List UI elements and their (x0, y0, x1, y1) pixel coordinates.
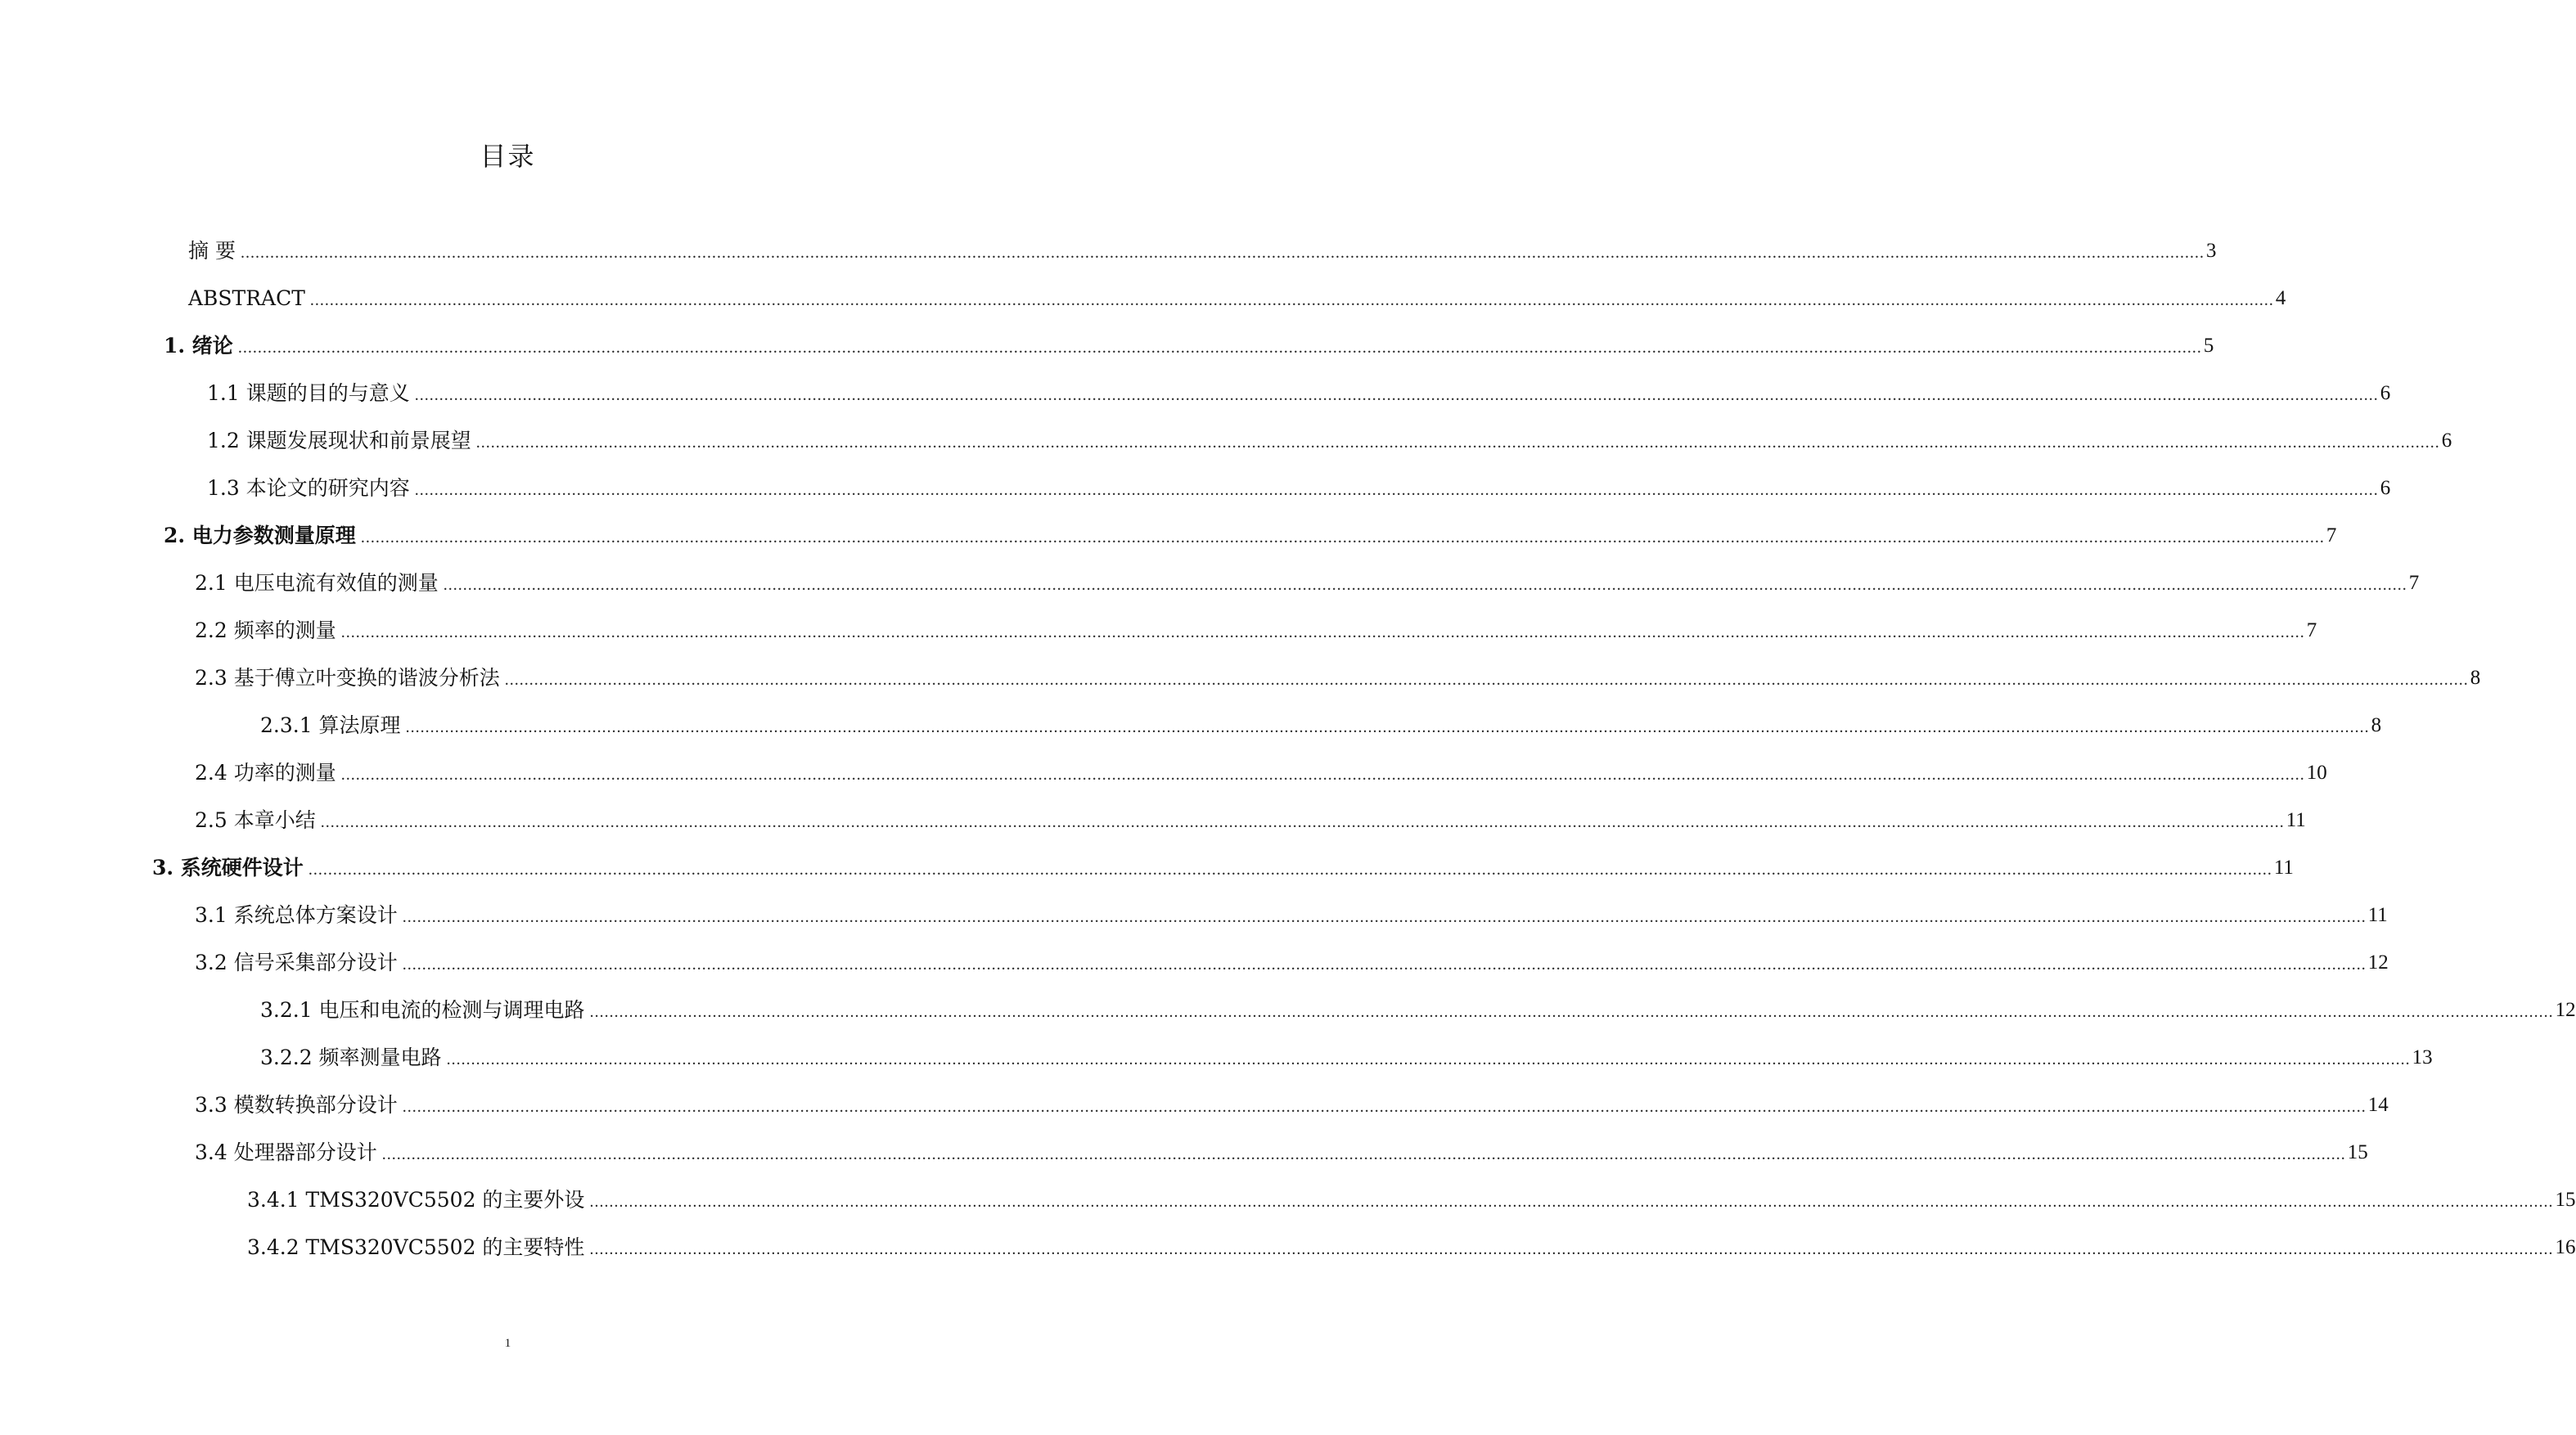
toc-entry-label: 2.3 基于傅立叶变换的谐波分析法 (195, 666, 500, 690)
toc-entry-label: 2.3.1 算法原理 (260, 713, 401, 737)
toc-entry[interactable] (188, 278, 2286, 311)
toc-entry[interactable] (195, 1132, 2368, 1165)
toc-entry[interactable] (195, 800, 2306, 833)
dot-leader: ................................................................................................................................................................................................................................................................................................................................................................................................................ (340, 766, 2305, 784)
dot-leader: ................................................................................................................................................................................................................................................................................................................................................................................................................ (414, 481, 2379, 499)
dot-leader: ................................................................................................................................................................................................................................................................................................................................................................................................................ (405, 718, 2370, 736)
toc-entry-page: 4 (2275, 287, 2286, 309)
dot-leader: ................................................................................................................................................................................................................................................................................................................................................................................................................ (360, 529, 2325, 547)
toc-entry-page: 6 (2380, 382, 2391, 404)
dot-leader: ................................................................................................................................................................................................................................................................................................................................................................................................................ (237, 339, 2202, 357)
toc-entry-label: 1. 绪论 (164, 334, 233, 358)
toc-entry-label: 3.4.1 TMS320VC5502 的主要外设 (247, 1188, 585, 1212)
dot-leader: ................................................................................................................................................................................................................................................................................................................................................................................................................ (402, 908, 2367, 926)
toc-entry[interactable] (195, 895, 2388, 928)
toc-entry[interactable] (260, 705, 2382, 738)
dot-leader: ................................................................................................................................................................................................................................................................................................................................................................................................................ (309, 291, 2274, 309)
toc-entry-label: 摘 要 (188, 239, 236, 263)
toc-entry-page: 5 (2203, 335, 2214, 357)
toc-entry-label: 3.2 信号采集部分设计 (195, 951, 398, 974)
toc-entry[interactable] (195, 658, 2481, 691)
dot-leader: ................................................................................................................................................................................................................................................................................................................................................................................................................ (320, 813, 2285, 831)
toc-entry-label: ABSTRACT (188, 286, 305, 310)
page-number: 1 (504, 1337, 511, 1350)
toc-entry-label: 3.4 处理器部分设计 (195, 1140, 377, 1164)
toc-entry[interactable] (195, 753, 2327, 785)
page-title: 目录 (480, 141, 536, 172)
toc-entry[interactable] (247, 1180, 2576, 1212)
toc-entry-page: 11 (2367, 904, 2388, 926)
toc-entry[interactable] (195, 942, 2389, 975)
dot-leader: ................................................................................................................................................................................................................................................................................................................................................................................................................ (308, 861, 2272, 879)
toc-entry-label: 3.2.2 频率测量电路 (260, 1046, 442, 1069)
toc-entry-page: 11 (2286, 809, 2306, 831)
toc-entry[interactable] (207, 373, 2391, 406)
toc-entry[interactable] (188, 231, 2217, 263)
dot-leader: ................................................................................................................................................................................................................................................................................................................................................................................................................ (589, 1003, 2554, 1021)
toc-entry-page: 8 (2470, 667, 2481, 689)
toc-entry-label: 2.5 本章小结 (195, 808, 316, 832)
toc-entry-label: 3.2.1 电压和电流的检测与调理电路 (260, 998, 585, 1022)
toc-entry-label: 2. 电力参数测量原理 (164, 524, 356, 547)
toc-entry-page: 7 (2326, 524, 2337, 547)
toc-entry-label: 1.3 本论文的研究内容 (207, 476, 410, 500)
dot-leader: ................................................................................................................................................................................................................................................................................................................................................................................................................ (475, 434, 2440, 452)
toc-entry[interactable] (260, 990, 2576, 1023)
toc-entry-page: 3 (2205, 240, 2217, 262)
toc-entry[interactable] (260, 1037, 2433, 1070)
toc-entry-page: 15 (2555, 1189, 2576, 1211)
toc-entry-page: 6 (2441, 430, 2452, 452)
toc-entry-page: 14 (2367, 1094, 2389, 1116)
toc-entry[interactable] (207, 421, 2452, 453)
toc-entry-label: 1.1 课题的目的与意义 (207, 381, 410, 405)
toc-entry[interactable] (164, 515, 2337, 548)
dot-leader: ................................................................................................................................................................................................................................................................................................................................................................................................................ (381, 1145, 2346, 1163)
toc-entry-label: 3.3 模数转换部分设计 (195, 1093, 398, 1117)
toc-entry-label: 3. 系统硬件设计 (152, 856, 304, 879)
toc-entry[interactable] (207, 468, 2391, 501)
toc-entry-page: 16 (2555, 1236, 2576, 1258)
toc-entry[interactable] (195, 1085, 2389, 1118)
toc-entry[interactable] (164, 326, 2214, 358)
toc-entry-label: 2.1 电压电流有效值的测量 (195, 571, 439, 595)
dot-leader: ................................................................................................................................................................................................................................................................................................................................................................................................................ (443, 576, 2407, 594)
toc-entry[interactable] (152, 848, 2294, 880)
dot-leader: ................................................................................................................................................................................................................................................................................................................................................................................................................ (340, 623, 2305, 641)
dot-leader: ................................................................................................................................................................................................................................................................................................................................................................................................................ (402, 1098, 2367, 1116)
dot-leader: ................................................................................................................................................................................................................................................................................................................................................................................................................ (589, 1193, 2554, 1211)
toc-entry-page: 13 (2412, 1046, 2433, 1068)
dot-leader: ................................................................................................................................................................................................................................................................................................................................................................................................................ (446, 1050, 2411, 1068)
toc-entry-page: 8 (2371, 714, 2382, 736)
toc-entry-page: 7 (2408, 572, 2420, 594)
dot-leader: ................................................................................................................................................................................................................................................................................................................................................................................................................ (589, 1240, 2554, 1258)
toc-entry-page: 6 (2380, 477, 2391, 499)
toc-entry-label: 2.2 频率的测量 (195, 619, 336, 642)
toc-entry-page: 12 (2367, 951, 2389, 974)
dot-leader: ................................................................................................................................................................................................................................................................................................................................................................................................................ (402, 956, 2367, 974)
dot-leader: ................................................................................................................................................................................................................................................................................................................................................................................................................ (240, 244, 2204, 262)
toc-entry-page: 12 (2555, 999, 2576, 1021)
toc-entry-page: 11 (2273, 857, 2294, 879)
toc-entry-label: 2.4 功率的测量 (195, 761, 336, 785)
dot-leader: ................................................................................................................................................................................................................................................................................................................................................................................................................ (504, 671, 2469, 689)
toc-entry-label: 3.4.2 TMS320VC5502 的主要特性 (247, 1235, 585, 1259)
toc-entry-page: 15 (2347, 1141, 2368, 1163)
toc-entry-label: 1.2 课题发展现状和前景展望 (207, 429, 471, 452)
toc-entry[interactable] (195, 610, 2317, 643)
dot-leader: ................................................................................................................................................................................................................................................................................................................................................................................................................ (414, 386, 2379, 404)
toc-entry[interactable] (195, 563, 2420, 596)
toc-entry-label: 3.1 系统总体方案设计 (195, 903, 398, 927)
toc-entry-page: 7 (2306, 619, 2317, 641)
toc-entry-page: 10 (2306, 762, 2327, 784)
toc-entry[interactable] (247, 1227, 2576, 1260)
